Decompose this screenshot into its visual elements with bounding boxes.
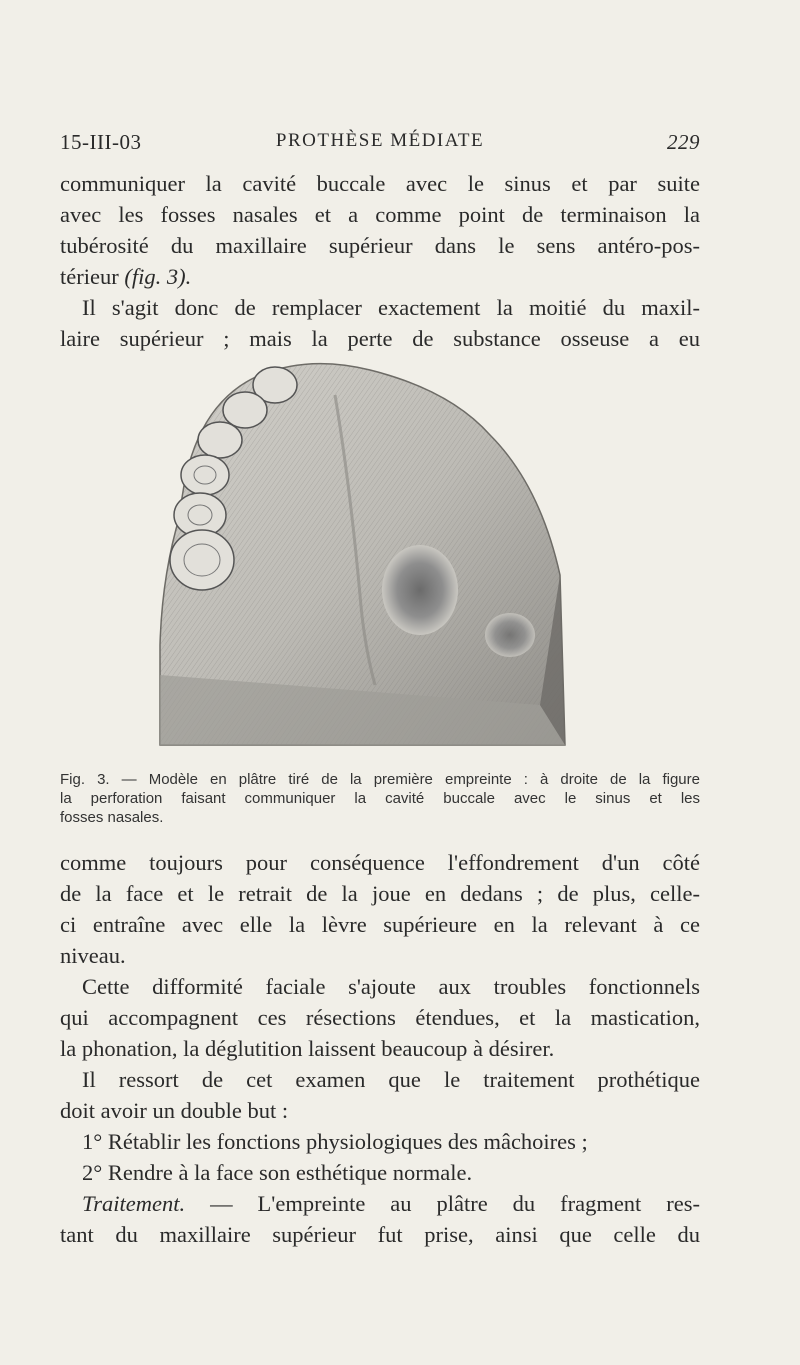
caption-line: la perforation faisant communiquer la cavité buccale avec le sinus et les [60, 790, 700, 807]
running-head [60, 130, 700, 160]
text-line: de la face et le retrait de la joue en dedans ; de plus, celle- [60, 881, 700, 906]
text-line: laire supérieur ; mais la perte de substance osseuse a eu [60, 326, 700, 351]
running-title: PROTHÈSE MÉDIATE [275, 130, 485, 151]
text-line [60, 261, 700, 292]
text-line: Cette difformité faciale s'ajoute aux troubles fonctionnels [82, 974, 700, 999]
paragraph-top [60, 168, 700, 354]
page-number: 229 [667, 130, 700, 154]
caption-line: fosses nasales. [60, 809, 164, 826]
figure-reference: (fig. 3). [124, 264, 192, 289]
caption-line: Fig. 3. — Modèle en plâtre tiré de la première empreinte : à droite de la figure [60, 771, 700, 788]
section-heading: Traitement. [82, 1191, 186, 1216]
figure-caption [60, 770, 700, 827]
text-line: tant du maxillaire supérieur fut prise, ainsi que celle du [60, 1222, 700, 1247]
text-line: niveau. [60, 943, 126, 968]
text-line: qui accompagnent ces résections étendues, et la mastication, [60, 1005, 700, 1030]
date-folio: 15-III-03 [60, 130, 142, 154]
paragraph-bottom [60, 847, 700, 1250]
text-line [60, 1188, 700, 1219]
list-item: 1° Rétablir les fonctions physiologiques des mâchoires ; [82, 1129, 588, 1154]
text-line: comme toujours pour conséquence l'effondrement d'un côté [60, 850, 700, 875]
text-line: la phonation, la déglutition laissent beaucoup à désirer. [60, 1036, 555, 1061]
text-fragment: térieur [60, 264, 125, 289]
text-line: Il ressort de cet examen que le traitement prothétique [82, 1067, 700, 1092]
plaster-model-illustration [150, 345, 570, 765]
text-line: Il s'agit donc de remplacer exactement la moitié du maxil- [82, 295, 700, 320]
text-line: doit avoir un double but : [60, 1098, 289, 1123]
text-line: avec les fosses nasales et a comme point de terminaison la [60, 202, 700, 227]
text-line: tubérosité du maxillaire supérieur dans le sens antéro-pos- [60, 233, 700, 258]
text-line: communiquer la cavité buccale avec le sinus et par suite [60, 171, 700, 196]
text-fragment: — L'empreinte au plâtre du fragment res- [185, 1191, 700, 1216]
text-line: ci entraîne avec elle la lèvre supérieure en la relevant à ce [60, 912, 700, 937]
list-item: 2° Rendre à la face son esthétique normale. [82, 1160, 473, 1185]
